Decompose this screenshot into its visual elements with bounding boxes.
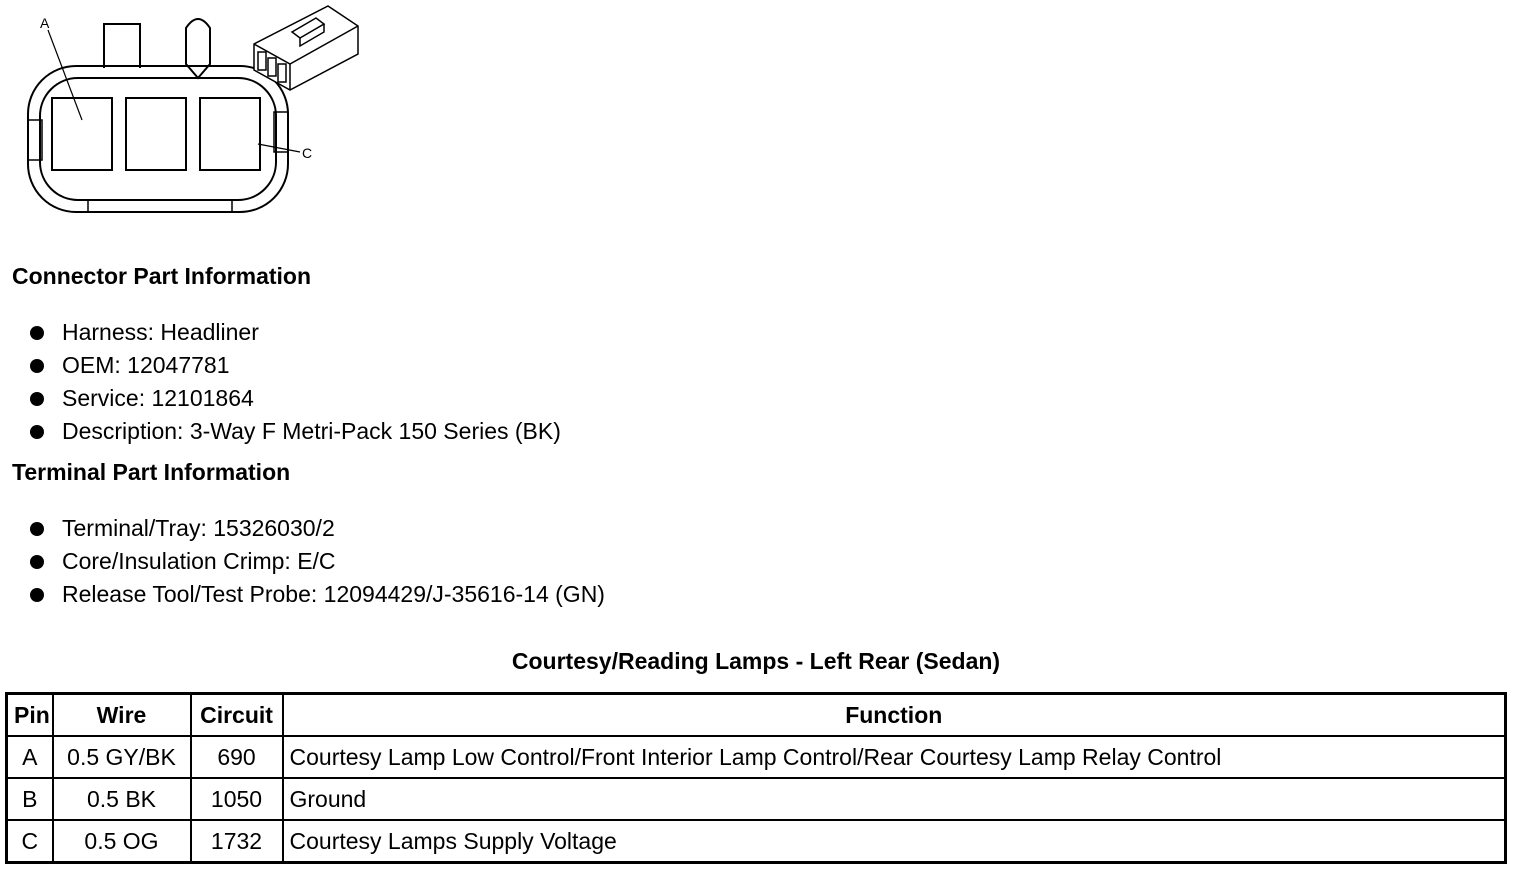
connector-3d-icon (254, 6, 358, 90)
cell-wire: 0.5 OG (53, 820, 191, 863)
cell-function: Courtesy Lamp Low Control/Front Interior Lamp Control/Rear Courtesy Lamp Relay Control (283, 736, 1506, 778)
bullet-icon (30, 326, 44, 340)
bullet-icon (30, 392, 44, 406)
cell-circuit: 1732 (191, 820, 283, 863)
cell-pin: B (7, 778, 53, 820)
connector-diagram (0, 0, 380, 230)
bullet-icon (30, 359, 44, 373)
connector-info-list (28, 316, 561, 448)
cell-circuit: 1050 (191, 778, 283, 820)
header-circuit: Circuit (191, 694, 283, 737)
terminal-info-heading: Terminal Part Information (12, 459, 291, 485)
header-function: Function (283, 694, 1506, 737)
connector-key-tab (186, 19, 210, 78)
table-header-row (7, 694, 1506, 737)
cell-circuit: 690 (191, 736, 283, 778)
cell-function: Ground (283, 778, 1506, 820)
table-title: Courtesy/Reading Lamps - Left Rear (Sedan) (511, 648, 1001, 674)
pinout-table (5, 692, 1507, 864)
bullet-icon (30, 425, 44, 439)
cell-wire: 0.5 GY/BK (53, 736, 191, 778)
list-item: Core/Insulation Crimp: E/C (28, 545, 605, 578)
list-item: Description: 3-Way F Metri-Pack 150 Series (BK) (28, 415, 561, 448)
list-item: OEM: 12047781 (28, 349, 561, 382)
cell-function: Courtesy Lamps Supply Voltage (283, 820, 1506, 863)
header-pin: Pin (7, 694, 53, 737)
cell-pin: C (7, 820, 53, 863)
pin-label-c: C (302, 145, 313, 161)
connector-body-outer (28, 66, 288, 212)
table-row (7, 778, 1506, 820)
table-row (7, 820, 1506, 863)
connector-info-heading: Connector Part Information (12, 263, 312, 289)
list-item: Service: 12101864 (28, 382, 561, 415)
bullet-icon (30, 555, 44, 569)
cavity-a (52, 98, 112, 170)
cavity-c (200, 98, 260, 170)
connector-lock-tab (104, 24, 140, 68)
table-row (7, 736, 1506, 778)
list-item: Terminal/Tray: 15326030/2 (28, 512, 605, 545)
cell-wire: 0.5 BK (53, 778, 191, 820)
list-item: Release Tool/Test Probe: 12094429/J-35616-14 (GN) (28, 578, 605, 611)
bullet-icon (30, 522, 44, 536)
pin-label-a: A (40, 15, 50, 31)
header-wire: Wire (53, 694, 191, 737)
terminal-info-list (28, 512, 605, 611)
cavity-b (126, 98, 186, 170)
connector-body-inner (40, 78, 276, 200)
list-item: Harness: Headliner (28, 316, 561, 349)
cell-pin: A (7, 736, 53, 778)
bullet-icon (30, 588, 44, 602)
